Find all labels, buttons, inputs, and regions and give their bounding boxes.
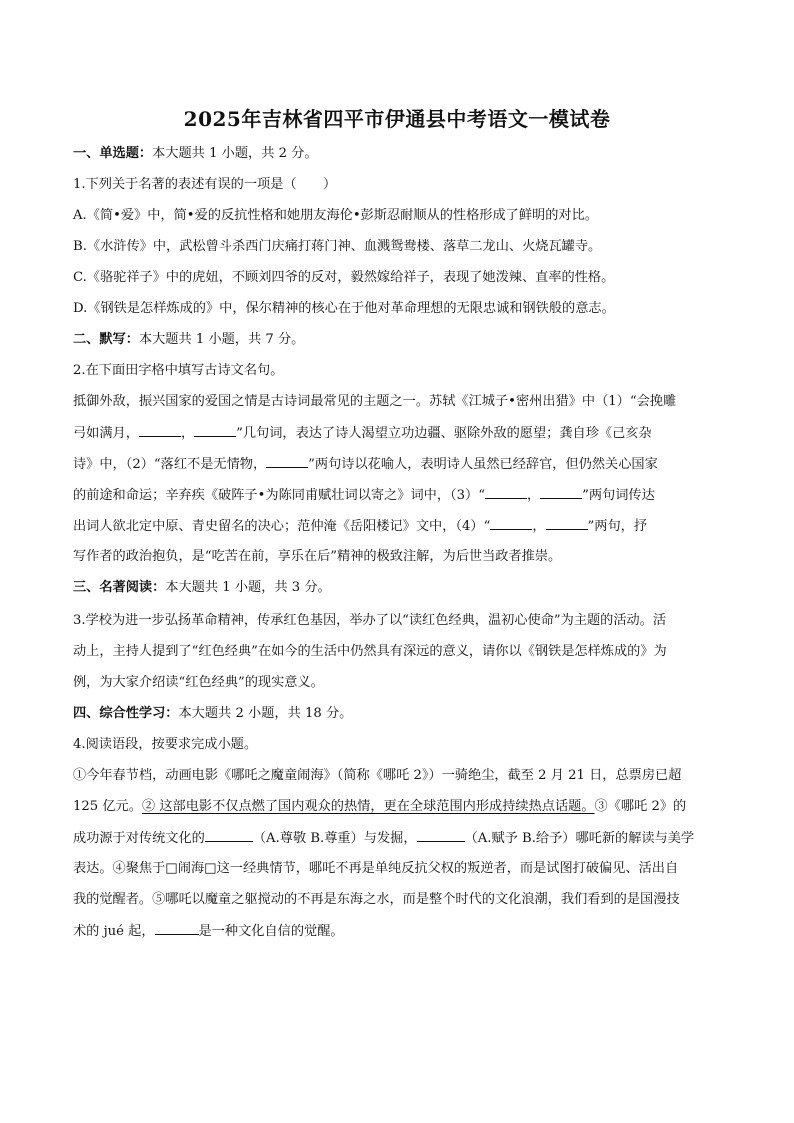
question-2-stem: 2.在下面田字格中填写古诗文名句。 (73, 363, 284, 378)
section-1-header: 一、单选题：本大题共 1 小题，共 2 分。 (73, 146, 318, 161)
answer-blank[interactable] (266, 455, 308, 468)
question-2-line-1: 抵御外敌，振兴国家的爱国之情是古诗词最常见的主题之一。苏轼《江城子•密州出猎》中（1）“会挽雕 (73, 394, 677, 409)
question-4-line-6: 术的 jué 起， 是一种文化自信的觉醒。 (73, 924, 344, 939)
question-4-line-2: 125 亿元。② 这部电影不仅点燃了国内观众的热情，更在全球范围内形成持续热点话题。③《哪吒 2》的 (73, 799, 687, 814)
question-3-line-2: 动上，主持人提到了“红色经典”在如今的生活中仍然具有深远的意义，请你以《钢铁是怎样炼成的》为 (73, 644, 667, 659)
section-2-header: 二、默写：本大题共 1 小题，共 7 分。 (73, 332, 305, 347)
page-title: 2025年吉林省四平市伊通县中考语文一模试卷 (183, 107, 611, 131)
question-4-line-4: 表达。④聚焦于□闹海□这一经典情节，哪吒不再是单纯反抗父权的叛逆者，而是试图打破偏见、活出自 (73, 861, 679, 876)
answer-blank[interactable] (417, 829, 465, 842)
question-1-stem: 1.下列关于名著的表述有误的一项是（ ） (73, 177, 337, 192)
question-4-line-5: 我的觉醒者。⑤哪吒以魔童之躯搅动的不再是东海之水，而是整个时代的文化浪潮，我们看到的是国漫技 (73, 892, 680, 907)
answer-blank[interactable] (540, 486, 582, 499)
question-2-line-3: 诗》中，（2）“落红不是无情物， ”两句诗以花喻人，表明诗人虽然已经辞官，但仍然关心国家 (73, 457, 658, 472)
answer-blank[interactable] (205, 829, 253, 842)
question-4-line-1: ①今年春节档，动画电影《哪吒之魔童闹海》（简称《哪吒 2》）一骑绝尘，截至 2 月 21 日，总票房已超 (73, 768, 682, 783)
answer-blank[interactable] (546, 517, 588, 530)
answer-blank[interactable] (490, 517, 532, 530)
answer-blank[interactable] (139, 424, 181, 437)
question-2-line-6: 写作者的政治抱负，是“吃苦在前，享乐在后”精神的极致注解，为后世当政者推崇。 (73, 549, 562, 564)
question-1-option-a: A.《简•爱》中，简•爱的反抗性格和她朋友海伦•彭斯忍耐顺从的性格形成了鲜明的对比。 (73, 208, 598, 223)
question-1-option-c: C.《骆驼祥子》中的虎妞，不顾刘四爷的反对，毅然嫁给祥子，表现了她泼辣、直率的性格。 (73, 270, 615, 285)
answer-blank[interactable] (194, 424, 236, 437)
question-4-line-3: 成功源于对传统文化的 （A.尊敬 B.尊重）与发掘， （A.赋予 B.给予）哪吒新的解读与美学 (73, 831, 695, 846)
question-3-line-1: 3.学校为进一步弘扬革命精神，传承红色基因，举办了以“读红色经典，温初心使命”为主题的活动。活 (73, 613, 667, 628)
answer-blank[interactable] (155, 922, 199, 935)
section-4-header: 四、综合性学习：本大题共 2 小题，共 18 分。 (73, 706, 353, 721)
question-1-option-d: D.《钢铁是怎样炼成的》中，保尔精神的核心在于他对革命理想的无限忠诚和钢铁般的意志。 (73, 301, 615, 316)
section-3-header: 三、名著阅读：本大题共 1 小题，共 3 分。 (73, 580, 331, 595)
question-2-line-4: 的前途和命运；辛弃疾《破阵子•为陈同甫赋壮词以寄之》词中，（3）“ ， ”两句词传达 (73, 488, 655, 503)
question-3-line-3: 例，为大家介绍读“红色经典”的现实意义。 (73, 675, 324, 690)
underlined-sentence: ② 这部电影不仅点燃了国内观众的热情，更在全球范围内形成持续热点话题。 (141, 799, 595, 814)
question-2-line-2: 弓如满月， ， ”几句词，表达了诗人渴望立功边疆、驱除外敌的愿望；龚自珍《己亥杂 (73, 426, 652, 441)
question-1-option-b: B.《水浒传》中，武松曾斗杀西门庆痛打蒋门神、血溅鸳鸯楼、落草二龙山、火烧瓦罐寺。 (73, 239, 602, 254)
question-2-line-5: 出词人欲北定中原、青史留名的决心；范仲淹《岳阳楼记》文中，（4）“ ， ”两句，抒 (73, 519, 648, 534)
question-4-stem: 4.阅读语段，按要求完成小题。 (73, 737, 258, 752)
answer-blank[interactable] (485, 486, 527, 499)
